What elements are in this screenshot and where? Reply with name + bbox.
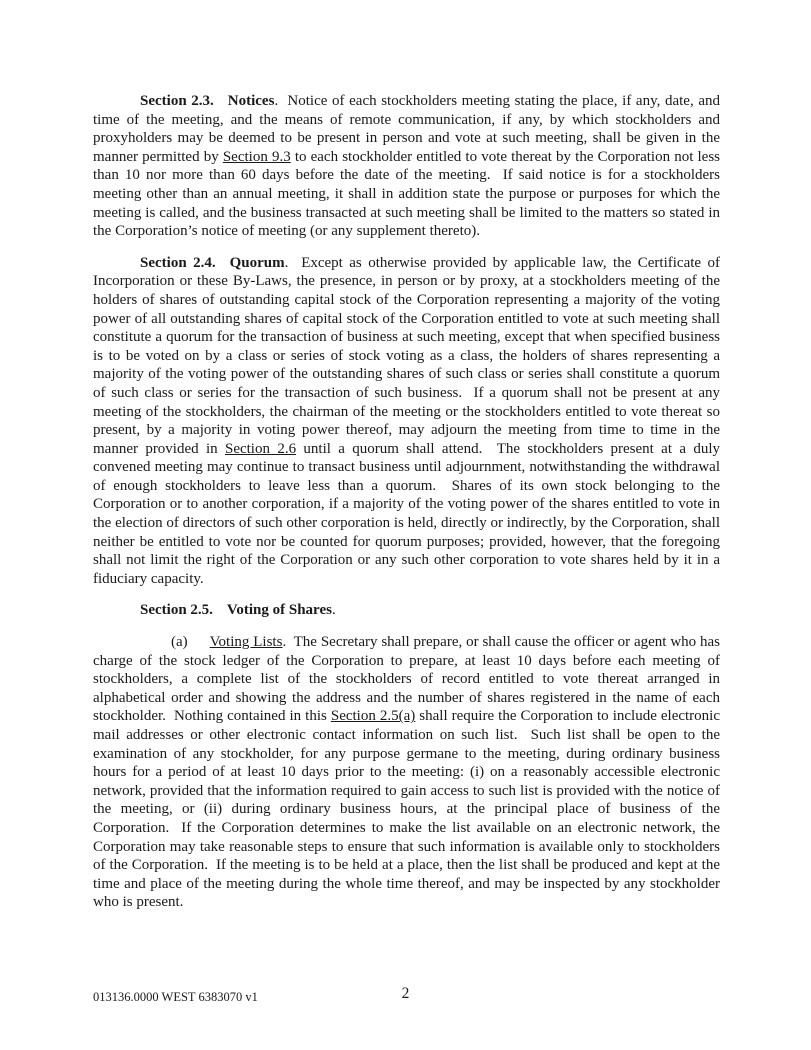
text-run: to each stockholder entitled to vote thereat by the Corporation not less than 10 nor more than 60 days before the date of the meeting. If said notice is for a stockholders meeting other than an annual meeting, it shall in addition state the purpose or purposes for which the meeting is called, and the business transacted at such meeting shall be limited to the matters so stated in the Corporation’s notice of meeting (or any supplement thereto). xyxy=(93,148,721,240)
document-control-number: 013136.0000 WEST 6383070 v1 xyxy=(93,990,258,1004)
bold-text-run: Section 2.3. xyxy=(140,93,214,109)
bold-text-run: Section 2.5. xyxy=(140,602,213,619)
page-footer xyxy=(0,983,811,1013)
section-2-3-notices-paragraph xyxy=(93,92,720,241)
text-run: shall require the Corporation to include electronic mail addresses or other electronic contact information on such list. Such list shall be open to the examination of any stockholder, for any purpose germane to the meeting, during ordinary business hours for a period of at least 10 days prior to the meeting: (i) on a reasonably accessible electronic network, provided that the information required to gain access to such list is provided with the notice of the meeting, or (ii) during ordinary business hours, at the principal place of business of the Corporation. If the Corporation determines to make the list available on an electronic network, the Corporation may take reasonable steps to ensure that such information is available only to stockholders of the Corporation. If the meeting is to be held at a place, then the list shall be produced and kept at the time and place of the meeting during the whole time thereof, and may be inspected by any stockholder who is present. xyxy=(93,708,721,911)
section-2-5a-voting-lists-paragraph xyxy=(93,633,720,912)
section-2-4-quorum-paragraph xyxy=(93,254,720,589)
section-reference: Voting Lists xyxy=(209,634,283,651)
section-2-5-voting-of-shares-heading xyxy=(93,601,720,620)
section-reference: Section 9.3 xyxy=(222,148,291,165)
text-run: . Notice of each stockholders meeting stating the place, if any, date, and time of the meeting, and the means of remote communication, if any, by which stockholders and proxyholders may be deemed to be present in person and vote at such meeting, shall be given in the manner permitted by xyxy=(93,93,720,165)
bold-text-run: Voting of Shares xyxy=(226,602,332,619)
text-run: . Except as otherwise provided by applicable law, the Certificate of Incorporation or these By-Laws, the presence, in person or by proxy, at a stockholders meeting of the holders of shares of outstanding capital stock of the Corporation representing a majority of the voting power of all outstanding shares of capital stock of the Corporation entitled to vote at such meeting shall constitute a quorum for the transaction of business at such meeting, except that when specified business is to be voted on by a class or series of stock voting as a class, the holders of shares representing a majority of the voting power of the outstanding shares of such class or series shall constitute a quorum of such class or series for the transaction of such business. If a quorum shall not be present at any meeting of the stockholders, the chairman of the meeting or the stockholders entitled to vote thereat so present, by a majority in voting power thereof, may adjourn the meeting from time to time in the manner provided in xyxy=(93,254,720,457)
section-reference: Section 2.5(a) xyxy=(330,708,416,725)
text-run: . The Secretary shall prepare, or shall cause the officer or agent who has charge of the stock ledger of the Corporation to prepare, at least 10 days before each meeting of stockholders, a complete list of the stockholders of record entitled to vote thereat arranged in alphabetical order and showing the address and the number of shares registered in the name of each stockholder. Nothing contained in this xyxy=(93,634,721,725)
section-reference: Section 2.6 xyxy=(224,440,297,457)
text-run: . xyxy=(331,602,336,619)
document-body xyxy=(93,92,720,925)
page-number: 2 xyxy=(401,985,410,1002)
bold-text-run: Notices xyxy=(227,93,275,109)
bold-text-run: Quorum xyxy=(229,254,285,271)
bold-text-run: Section 2.4. xyxy=(140,254,216,271)
text-run: until a quorum shall attend. The stockholders present at a duly convened meeting may continue to transact business until adjournment, notwithstanding the withdrawal of enough stockholders to leave less than a quorum. Shares of its own stock belonging to the Corporation or to another corporation, if a majority of the voting power of the shares entitled to vote in the election of directors of such other corporation is held, directly or indirectly, by the Corporation, shall neither be entitled to vote nor be counted for quorum purposes; provided, however, that the foregoing shall not limit the right of the Corporation or any such other corporation to vote shares held by it in a fiduciary capacity. xyxy=(93,440,721,587)
text-run: (a) xyxy=(171,634,188,651)
